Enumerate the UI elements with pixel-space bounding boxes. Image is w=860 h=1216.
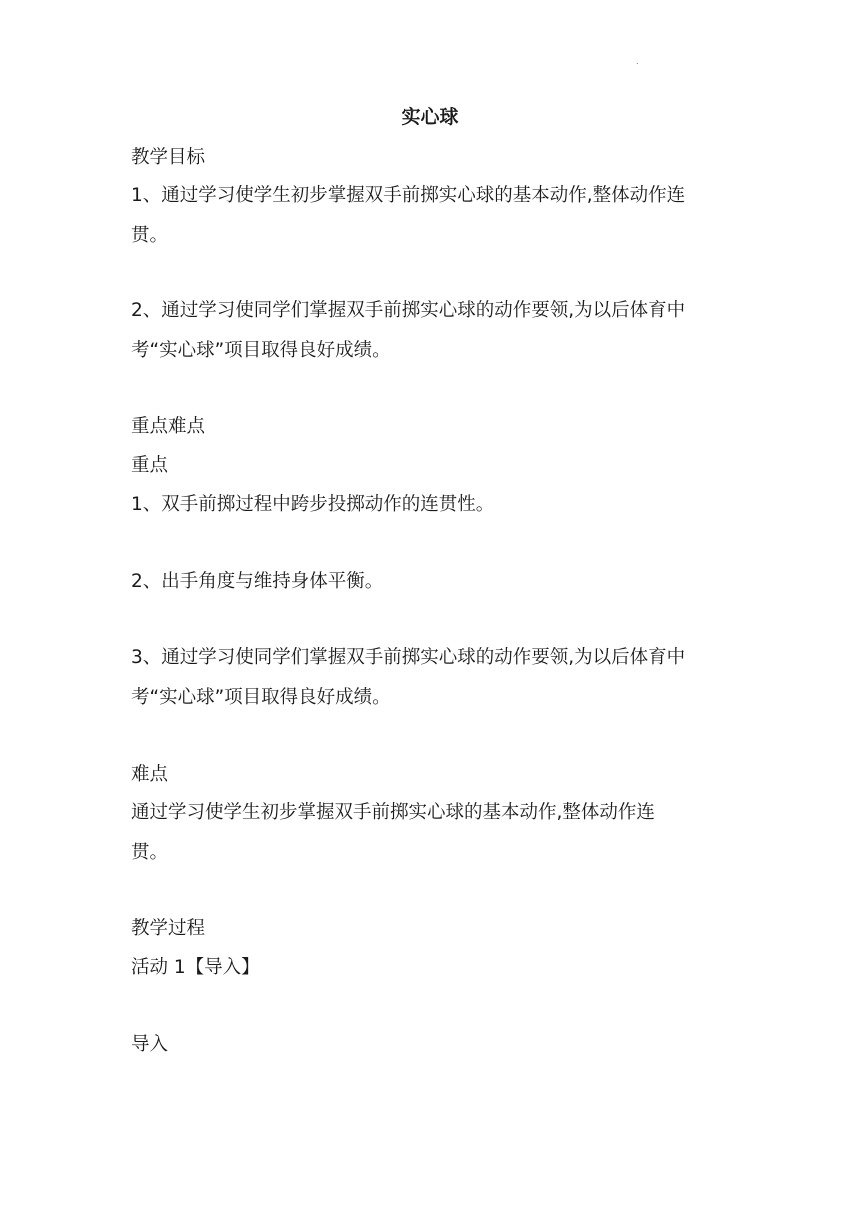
document-title: 实心球: [401, 106, 459, 128]
objective-1-line-1: 1、通过学习使学生初步掌握双手前掷实心球的基本动作,整体动作连: [131, 185, 686, 206]
objective-1-line-2: 贯。: [131, 225, 169, 246]
key-difficult-heading: 重点难点: [131, 416, 206, 437]
objective-2-line-2: 考“实心球”项目取得良好成绩。: [131, 340, 391, 361]
key-point-3-line-1: 3、通过学习使同学们掌握双手前掷实心球的动作要领,为以后体育中: [131, 647, 686, 668]
difficult-line-1: 通过学习使学生初步掌握双手前掷实心球的基本动作,整体动作连: [131, 802, 655, 823]
corner-mark: .: [636, 57, 639, 66]
objectives-heading: 教学目标: [131, 147, 206, 168]
key-points-heading: 重点: [131, 455, 169, 476]
key-point-2: 2、出手角度与维持身体平衡。: [131, 571, 384, 592]
difficult-heading: 难点: [131, 764, 169, 785]
key-point-3-line-2: 考“实心球”项目取得良好成绩。: [131, 687, 391, 708]
difficult-line-2: 贯。: [131, 842, 169, 863]
process-heading: 教学过程: [131, 918, 206, 939]
key-point-1: 1、双手前掷过程中跨步投掷动作的连贯性。: [131, 494, 495, 515]
objective-2-line-1: 2、通过学习使同学们掌握双手前掷实心球的动作要领,为以后体育中: [131, 300, 686, 321]
activity-1-heading: 活动 1【导入】: [131, 957, 260, 978]
intro-heading: 导入: [131, 1034, 169, 1055]
